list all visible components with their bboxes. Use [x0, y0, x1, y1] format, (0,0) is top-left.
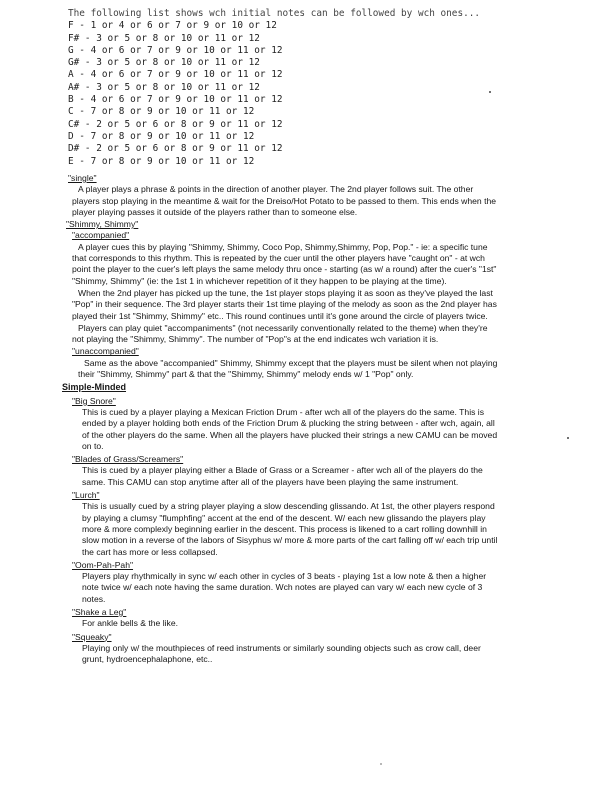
shimmy-heading: "Shimmy, Shimmy" [66, 219, 139, 230]
lurch-heading: "Lurch" [72, 490, 100, 501]
note-row: G - 4 or 6 or 7 or 9 or 10 or 11 or 12 [68, 44, 283, 56]
squeaky-paragraph: Playing only w/ the mouthpieces of reed instruments or similarly sounding objects such as crow call, deer grunt, hydroencephalaphone, etc.. [82, 642, 481, 665]
oom-pah-pah-heading: "Oom-Pah-Pah" [72, 559, 134, 570]
note-row: D - 7 or 8 or 9 or 10 or 11 or 12 [68, 130, 255, 142]
shimmy-paragraph-2: When the 2nd player has picked up the tune, the 1st player stops playing it as soon as they've played the last "Pop" in their sequence. The 3rd player starts their 1st time playing of the melody as soon as the 2nd player has played their 1st "Shimmy, Shimmy" etc.. This round continues until it's gone around the circle of players twice. [72, 287, 497, 321]
blades-paragraph: This is cued by a player playing either a Blade of Grass or a Screamer - after wch all of the players do the same. This CAMU can stop anytime after all of the players have been playing the same instrument. [82, 465, 483, 487]
single-paragraph: A player plays a phrase & points in the direction of another player. The 2nd player follows suit. The other players stop playing in the meantime & wait for the Dreiso/Hot Potato to be passed to them. This ends when the player playing passes it outside of the players rather than to someone else. [72, 184, 497, 217]
unaccompanied-heading: "unaccompanied" [72, 346, 139, 357]
scan-speck [489, 91, 491, 93]
note-row: D# - 2 or 5 or 6 or 8 or 9 or 11 or 12 [68, 143, 283, 155]
note-row: E - 7 or 8 or 9 or 10 or 11 or 12 [68, 155, 255, 167]
accompanied-heading: "accompanied" [72, 230, 130, 241]
lurch-paragraph: This is usually cued by a string player playing a slow descending glissando. At 1st, the other players respond by playing a clumsy "flumphfing" accent at the end of the descent. W/ each new glissando the players play more & more complexly beginning earlier in the descent. This process is likened to a cart rolling downhill in slow motion in a reverse of the labors of Sisyphus w/ more & more parts of the cart falling off w/ each trip until the cart has more or less collapsed. [82, 501, 498, 557]
note-row: A# - 3 or 5 or 8 or 10 or 11 or 12 [68, 81, 260, 93]
document-body [62, 172, 498, 666]
squeaky-heading: "Squeaky" [72, 631, 112, 642]
simple-minded-heading: Simple-Minded [62, 382, 127, 393]
note-row: G# - 3 or 5 or 8 or 10 or 11 or 12 [68, 57, 260, 69]
note-row: A - 4 or 6 or 7 or 9 or 10 or 11 or 12 [68, 69, 283, 81]
note-table-intro: The following list shows wch initial notes can be followed by wch ones... [68, 8, 481, 19]
scan-speck [380, 763, 382, 765]
blades-heading: "Blades of Grass/Screamers" [72, 454, 184, 465]
note-row: C# - 2 or 5 or 6 or 8 or 9 or 11 or 12 [68, 118, 283, 130]
single-heading: "single" [68, 173, 97, 183]
oom-pah-pah-paragraph: Players play rhythmically in sync w/ each other in cycles of 3 beats - playing 1st a low note & then a higher note twice w/ each note having the same duration. Wch notes are played can vary w/ each new cycle of 3 notes. [82, 571, 487, 604]
big-snore-paragraph: This is cued by a player playing a Mexican Friction Drum - after wch all of the players do the same. This is ended by a player holding both ends of the Friction Drum & plucking the string between - after wch, again, all of the other players do the same. When all the players have plucked their strings a new CAMU can be moved on to. [82, 406, 498, 451]
shake-a-leg-paragraph: For ankle bells & the like. [82, 618, 179, 629]
big-snore-heading: "Big Snore" [72, 395, 116, 406]
shimmy-paragraph-4: Same as the above "accompanied" Shimmy, Shimmy except that the players must be silent when not playing their "Shimmy, Shimmy" part & that the "Shimmy, Shimmy" melody ends w/ 1 "Pop" only. [78, 357, 498, 380]
note-row: F# - 3 or 5 or 8 or 10 or 11 or 12 [68, 32, 260, 44]
scan-speck [567, 437, 569, 439]
shimmy-paragraph-1: A player cues this by playing "Shimmy, Shimmy, Coco Pop, Shimmy,Shimmy, Pop, Pop." - ie: a specific tune that corresponds to this rhythm. This is repeated by the cuer until the other players have "caught on" - at wch point the player to the cuer's left plays the same melody thru once - starting (as w/ a round) after the cuer's "1st" "Shimmy, Shimmy" (ie: the 1st 1 in whichever repetition of it they happen to be playing at the time). [72, 241, 497, 286]
shake-a-leg-heading: "Shake a Leg" [72, 606, 127, 617]
note-table [68, 8, 480, 168]
note-row: C - 7 or 8 or 9 or 10 or 11 or 12 [68, 106, 255, 118]
shimmy-paragraph-3: Players can play quiet "accompaniments" (not necessarily conventionally related to the theme) when they're not playing the "Shimmy, Shimmy". The number of "Pop"s at the end indicates wch variation it is. [72, 322, 488, 345]
note-row: B - 4 or 6 or 7 or 9 or 10 or 11 or 12 [68, 94, 283, 106]
note-row: F - 1 or 4 or 6 or 7 or 9 or 10 or 12 [68, 20, 277, 32]
